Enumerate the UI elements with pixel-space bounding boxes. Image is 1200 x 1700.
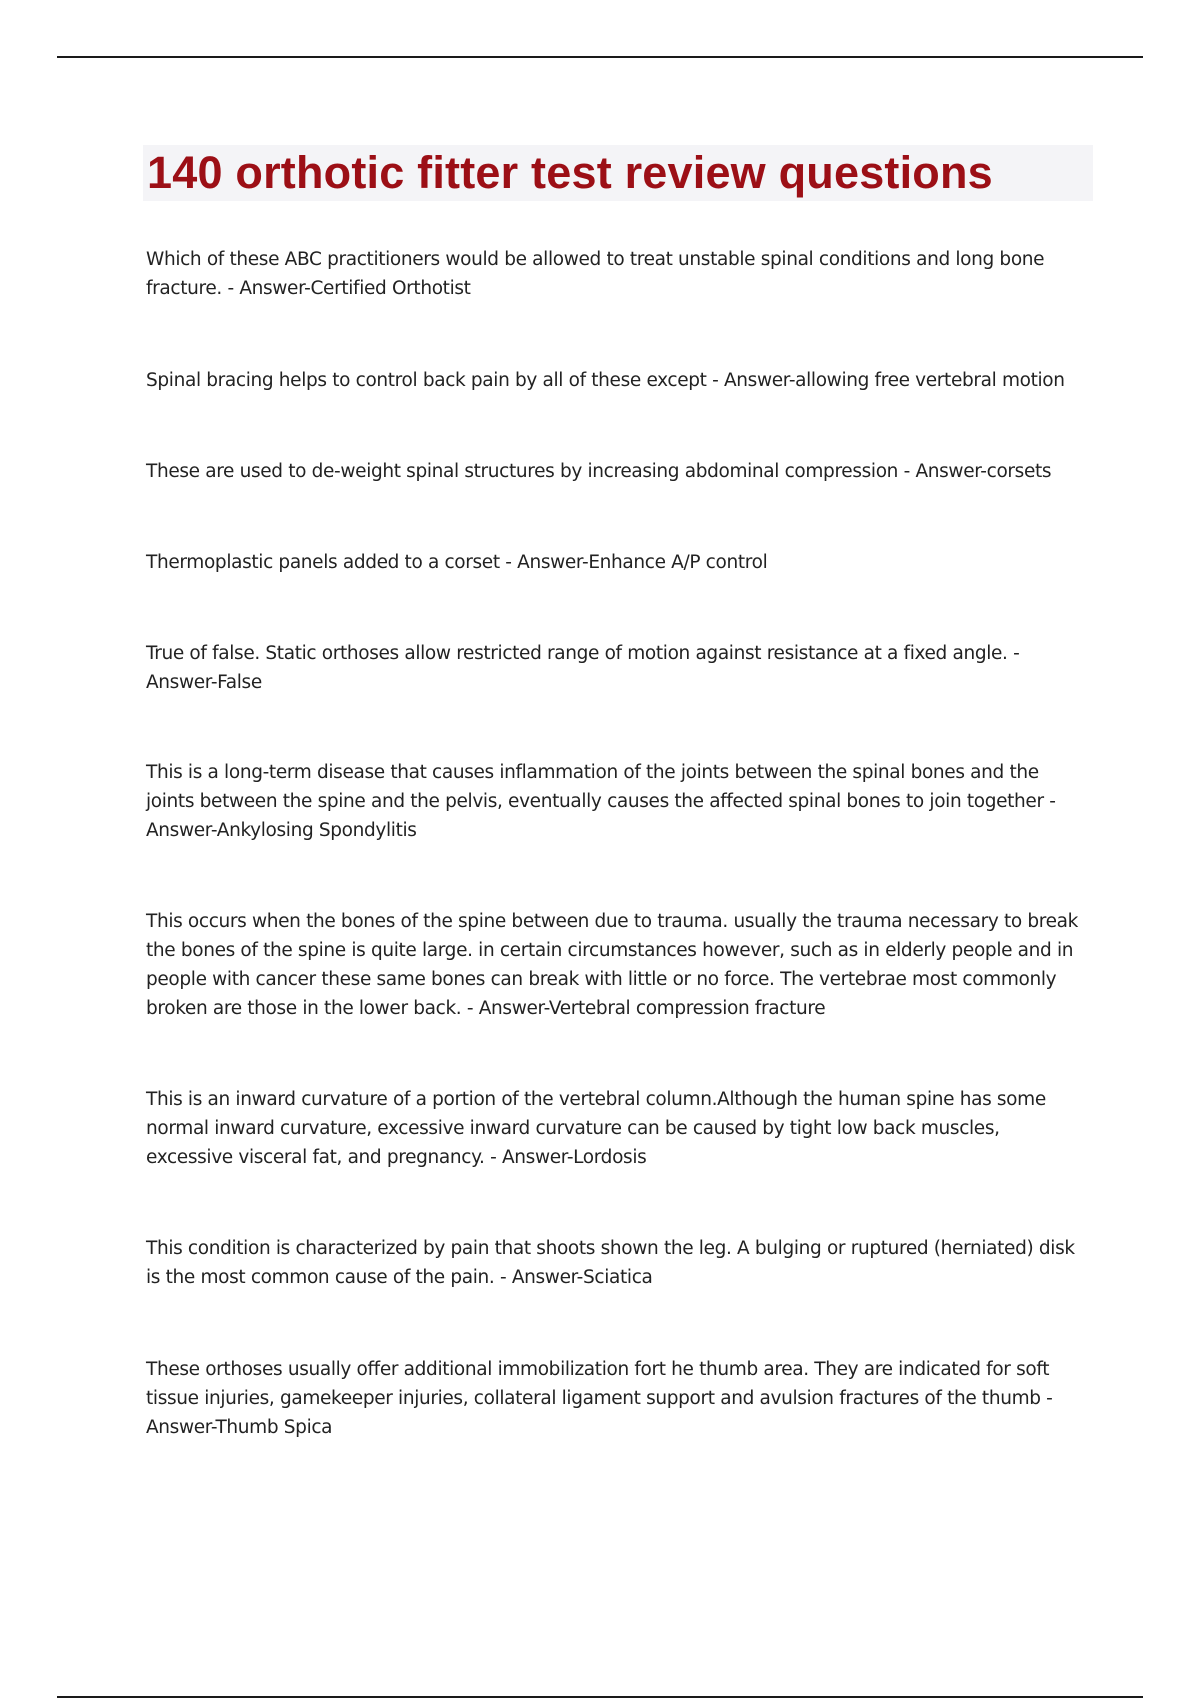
answer-text: Answer-Sciatica — [511, 1267, 653, 1288]
top-divider — [57, 56, 1143, 58]
qa-item-1 — [146, 245, 1090, 303]
qa-item-4 — [146, 548, 1090, 577]
answer-text: Answer-corsets — [915, 461, 1052, 482]
question-text: This occurs when the bones of the spine between due to trauma. usually the trauma necessary to break the bones of the spine is quite large. in certain circumstances however, such as in elderly people and in people with cancer these same bones can break with little or no force. The vertebrae most commonly broken are those in the lower back. — [146, 911, 1079, 1019]
question-text: Thermoplastic panels added to a corset — [146, 552, 500, 573]
question-text: Which of these ABC practitioners would be allowed to treat unstable spinal conditions and long bone fracture. — [146, 249, 1045, 299]
question-text: True of false. Static orthoses allow restricted range of motion against resistance at a fixed angle. — [146, 643, 1008, 664]
qa-item-7 — [146, 907, 1090, 1023]
qa-item-6 — [146, 758, 1090, 845]
answer-text: Answer-Enhance A/P control — [517, 552, 768, 573]
qa-item-9 — [146, 1234, 1090, 1292]
question-text: This is an inward curvature of a portion of the vertebral column.Although the human spine has some normal inward curvature, excessive inward curvature can be caused by tight low back muscles, excessive visceral fat, and pregnancy. — [146, 1089, 1046, 1168]
page-title: 140 orthotic fitter test review questions — [147, 147, 993, 198]
answer-text: Answer-Certified Orthotist — [239, 278, 471, 299]
question-text: Spinal bracing helps to control back pain by all of these except — [146, 370, 707, 391]
bottom-divider — [57, 1696, 1143, 1698]
answer-text: Answer-Ankylosing Spondylitis — [146, 820, 417, 841]
qa-item-10 — [146, 1355, 1090, 1442]
answer-text: Answer-Vertebral compression fracture — [478, 998, 826, 1019]
answer-text: Answer-False — [146, 672, 262, 693]
question-text: These orthoses usually offer additional immobilization fort he thumb area. They are indicated for soft tissue injuries, gamekeeper injuries, collateral ligament support and avulsion fractures of the thumb — [146, 1359, 1050, 1409]
answer-text: Answer-allowing free vertebral motion — [723, 370, 1065, 391]
question-text: These are used to de-weight spinal structures by increasing abdominal compression — [146, 461, 899, 482]
answer-text: Answer-Thumb Spica — [146, 1417, 333, 1438]
qa-item-8 — [146, 1085, 1090, 1172]
answer-text: Answer-Lordosis — [501, 1147, 647, 1168]
qa-item-2 — [146, 366, 1090, 395]
qa-item-3 — [146, 457, 1090, 486]
qa-item-5 — [146, 639, 1090, 697]
question-text: This is a long-term disease that causes inflammation of the joints between the spinal bones and the joints between the spine and the pelvis, eventually causes the affected spinal bones to join together — [146, 762, 1044, 812]
question-text: This condition is characterized by pain that shoots shown the leg. A bulging or ruptured (herniated) disk is the most common cause of the pain. — [146, 1238, 1075, 1288]
